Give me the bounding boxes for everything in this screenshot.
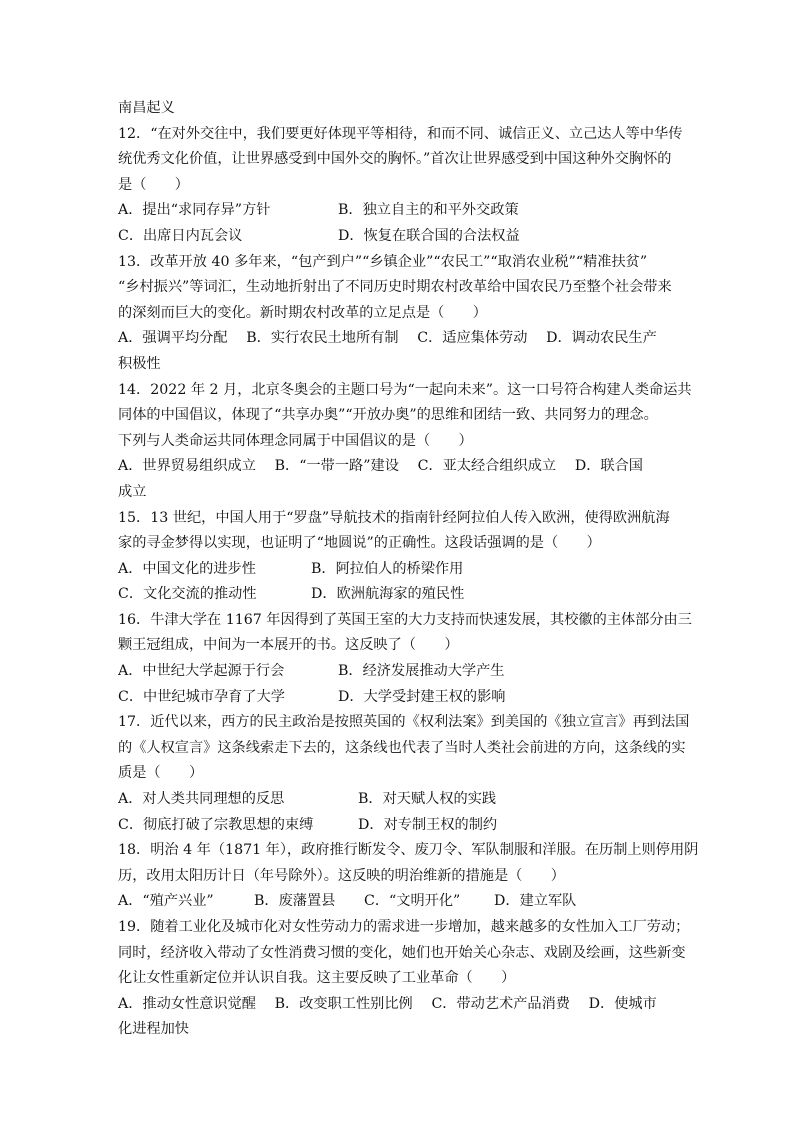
question-stem-line: 同体的中国倡议，体现了“共享办奥”“开放办奥”的思维和团结一致、共同努力的理念。 [118,407,658,424]
question-15 [118,506,684,608]
options-line-continued: 积极性 [118,355,161,372]
option-b[interactable]: B．阿拉伯人的桥梁作用 [311,560,464,577]
option-c[interactable]: C．彻底打破了宗教思想的束缚 [118,816,314,833]
question-stem-line: 13．改革开放 40 多年来，“包产到户”“乡镇企业”“农民工”“取消农业税”“精准扶贫” [118,253,648,270]
question-19 [118,915,690,1043]
option-c[interactable]: C．文化交流的推动性 [118,586,257,603]
option-d[interactable]: D．大学受封建王权的影响 [338,688,506,705]
option-row [118,557,684,583]
question-stem-line: 17．近代以来，西方的民主政治是按照英国的《权利法案》到美国的《独立宣言》再到法国 [118,714,690,731]
question-stem-line: 的《人权宣言》这条线索走下去的，这条线也代表了当时人类社会前进的方向，这条线的实 [118,739,686,756]
options-line[interactable]: A．强调平均分配 B．实行农民土地所有制 C．适应集体劳动 D．调动农民生产 [118,330,657,347]
option-c[interactable]: C．中世纪城市孕育了大学 [118,688,285,705]
option-c[interactable]: C．出席日内瓦会议 [118,227,243,244]
question-stem-line: 家的寻金梦得以实现，也证明了“地圆说”的正确性。这段话强调的是（ ） [118,535,601,552]
options-line-continued: 化进程加快 [118,1021,189,1038]
option-d[interactable]: D．欧洲航海家的殖民性 [311,586,465,603]
option-row [118,659,684,685]
question-stem-line: 统优秀文化价值，让世界感受到中国外交的胸怀。”首次让世界感受到中国这种外交胸怀的 [118,151,672,168]
exam-page [118,96,699,1043]
intro-line: 南昌起义 [118,100,175,116]
question-stem-line: 12．“在对外交往中，我们要更好体现平等相待，和而不同、诚信正义、立己达人等中华传 [118,125,683,142]
option-row [118,889,684,915]
question-stem-line: “乡村振兴”等词汇，生动地折射出了不同历史时期农村改革给中国农民乃至整个社会带来 [118,279,672,296]
option-b[interactable]: B．经济发展推动大学产生 [338,663,505,680]
option-row [118,224,684,250]
option-d[interactable]: D．恢复在联合国的合法权益 [338,227,520,244]
question-17 [118,710,690,838]
question-stem-line: 19．随着工业化及城市化对女性劳动力的需求进一步增加，越来越多的女性加入工厂劳动； [118,919,690,935]
options-line-continued: 成立 [118,483,147,500]
option-b[interactable]: B．废藩置县 [254,893,336,910]
option-c[interactable]: C．“文明开化” [364,893,461,910]
option-a[interactable]: A．中国文化的进步性 [118,560,256,577]
question-stem-line: 14．2022 年 2 月，北京冬奥会的主题口号为“一起向未来”。这一口号符合构建人类命运共 [118,381,692,398]
question-stem-line: 历，改用太阳历计日（年号除外）。这反映的明治维新的措施是（ ） [118,867,565,884]
option-row [118,813,684,839]
question-stem-line: 是（ ） [118,176,189,193]
question-12 [118,122,684,250]
question-stem-line: 下列与人类命运共同体理念同属于中国倡议的是（ ） [118,432,473,449]
options-line[interactable]: A．推动女性意识觉醒 B．改变职工性别比例 C．带动艺术产品消费 D．使城市 [118,995,657,1012]
question-14 [118,378,692,506]
question-stem-line: 质是（ ） [118,765,204,782]
question-stem-line: 颗王冠组成，中间为一本展开的书。这反映了（ ） [118,637,459,654]
option-row [118,198,684,224]
option-a[interactable]: A．“殖产兴业” [118,893,214,910]
question-stem-line: 16．牛津大学在 1167 年因得到了英国王室的大力支持而快速发展，其校徽的主体部分由三 [118,611,692,628]
question-13 [118,250,684,378]
question-stem-line: 18．明治 4 年（1871 年），政府推行断发令、废刀令、军队制服和洋服。在历制上则停用阴 [118,842,699,859]
option-d[interactable]: D．对专制王权的制约 [358,816,498,833]
option-a[interactable]: A．对人类共同理想的反思 [118,791,285,808]
question-stem-line: 的深刻而巨大的变化。新时期农村改革的立足点是（ ） [118,304,487,321]
option-a[interactable]: A．中世纪大学起源于行会 [118,663,285,680]
question-18 [118,838,699,915]
option-a[interactable]: A．提出“求同存异”方针 [118,202,271,219]
question-16 [118,608,692,710]
question-stem-line: 化让女性重新定位并认识自我。这主要反映了工业革命（ ） [118,970,516,987]
option-row [118,582,684,608]
option-row [118,685,684,711]
option-b[interactable]: B．独立自主的和平外交政策 [338,202,519,219]
options-line[interactable]: A．世界贸易组织成立 B．“一带一路”建设 C．亚太经合组织成立 D．联合国 [118,458,643,475]
question-stem-line: 同时，经济收入带动了女性消费习惯的变化，她们也开始关心杂志、戏剧及绘画，这些新变 [118,944,686,961]
option-row [118,787,684,813]
question-stem-line: 15．13 世纪，中国人用于“罗盘”导航技术的指南针经阿拉伯人传入欧洲，使得欧洲航海 [118,509,670,526]
option-d[interactable]: D．建立军队 [494,893,577,910]
option-b[interactable]: B．对天赋人权的实践 [358,791,497,808]
